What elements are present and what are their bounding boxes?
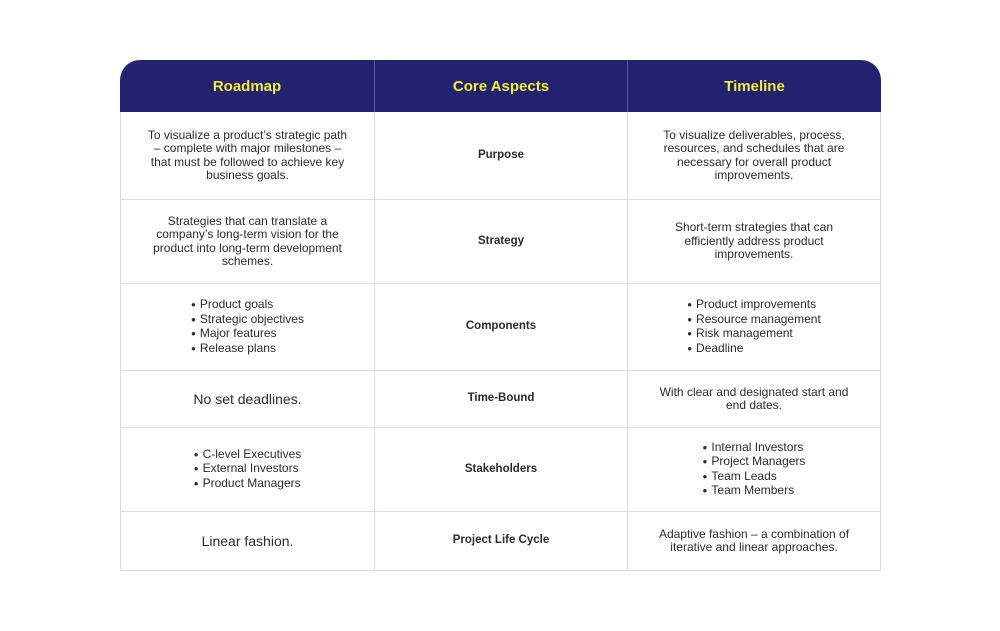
timeline-cell: Adaptive fashion – a combination of iterative and linear approaches. <box>627 512 880 570</box>
list-item: ● Strategic objectives <box>191 313 304 328</box>
table-row <box>121 370 880 427</box>
timeline-cell: To visualize deliverables, process, resources, and schedules that are necessary for overall product improvements. <box>627 112 880 199</box>
roadmap-cell <box>121 428 374 511</box>
list-item: ● Team Members <box>703 484 806 499</box>
list-item: ● Product improvements <box>687 298 821 313</box>
list-item: ● Resource management <box>687 313 821 328</box>
timeline-bullet-list <box>703 441 806 499</box>
aspect-cell: Stakeholders <box>374 428 627 511</box>
table-header <box>120 60 881 112</box>
roadmap-bullet-list <box>191 298 304 356</box>
comparison-table <box>120 60 881 571</box>
list-item: ● External Investors <box>194 462 302 477</box>
list-item: ● Team Leads <box>703 470 806 485</box>
timeline-cell <box>627 284 880 370</box>
list-item: ● Deadline <box>687 342 821 357</box>
header-core-aspects: Core Aspects <box>374 60 627 112</box>
list-item: ● Project Managers <box>703 455 806 470</box>
list-item: ● Release plans <box>191 342 304 357</box>
timeline-cell <box>627 428 880 511</box>
table-row <box>121 199 880 283</box>
list-item: ● Risk management <box>687 327 821 342</box>
table-row <box>121 427 880 511</box>
list-item: ● Internal Investors <box>703 441 806 456</box>
header-timeline: Timeline <box>627 60 881 112</box>
roadmap-cell <box>121 284 374 370</box>
aspect-cell: Time-Bound <box>374 371 627 427</box>
aspect-cell: Components <box>374 284 627 370</box>
table-row <box>121 283 880 370</box>
aspect-cell: Strategy <box>374 200 627 283</box>
roadmap-cell: To visualize a product’s strategic path – complete with major milestones – that must be followed to achieve key business goals. <box>147 127 348 182</box>
table-row <box>121 511 880 570</box>
header-roadmap: Roadmap <box>212 77 282 95</box>
timeline-bullet-list <box>687 298 821 356</box>
table-row <box>121 112 880 199</box>
list-item: ● Product Managers <box>194 477 302 492</box>
aspect-cell: Project Life Cycle <box>374 512 627 570</box>
aspect-cell: Purpose <box>374 112 627 199</box>
list-item: ● Product goals <box>191 298 304 313</box>
roadmap-cell: Strategies that can translate a company’s long-term vision for the product into long-term development schemes. <box>153 213 342 268</box>
roadmap-bullet-list <box>194 448 302 492</box>
roadmap-cell: Linear fashion. <box>201 533 294 549</box>
list-item: ● Major features <box>191 327 304 342</box>
list-item: ● C-level Executives <box>194 448 302 463</box>
timeline-cell: With clear and designated start and end dates. <box>627 371 880 427</box>
timeline-cell: Short-term strategies that can efficiently address product improvements. <box>627 200 880 283</box>
table-body <box>120 112 881 571</box>
roadmap-cell: No set deadlines. <box>193 391 302 407</box>
